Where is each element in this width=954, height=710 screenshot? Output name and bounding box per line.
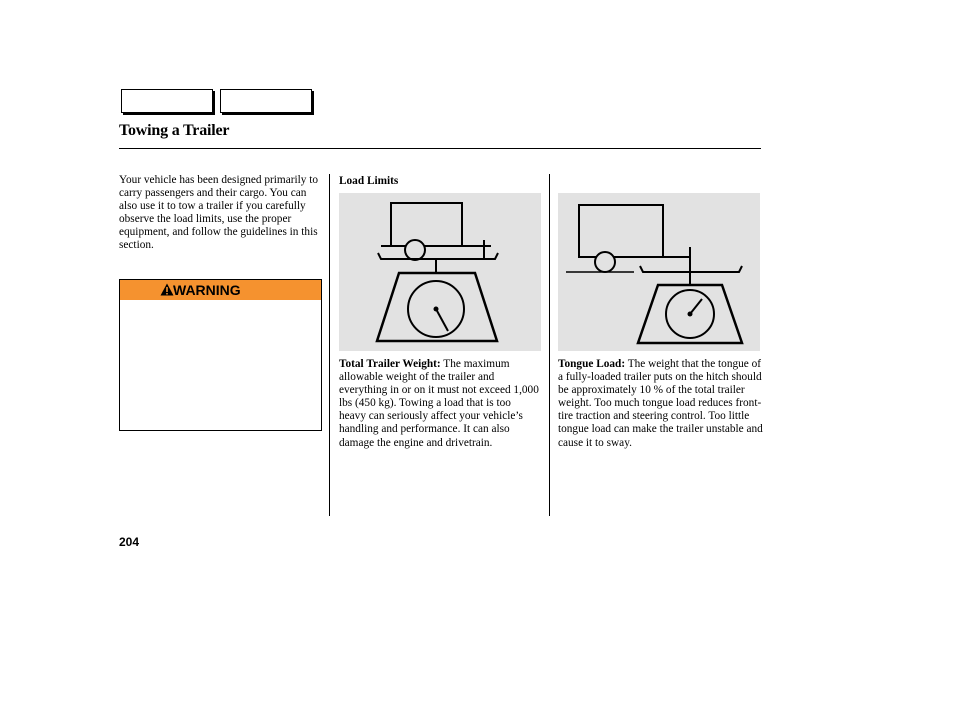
- page-number: 204: [119, 535, 140, 549]
- tongue-load-scale-illustration: [558, 193, 760, 351]
- total-trailer-weight-paragraph: [339, 358, 539, 450]
- warning-box: [119, 279, 322, 431]
- column-divider-1: [329, 174, 330, 516]
- page-title: Towing a Trailer: [119, 122, 230, 139]
- column-divider-2: [549, 174, 550, 516]
- tongue-load-text: The weight that the tongue of a fully-loaded trailer puts on the hitch should be approximately 10 % of the total trailer weight. Too much tongue load reduces front-tire traction and steering control. Too little tongue load can make the trailer unstable and cause it to sway.: [558, 358, 763, 449]
- total-trailer-weight-text: The maximum allowable weight of the trailer and everything in or on it must not exceed 1,000 lbs (450 kg). Towing a load that is too heavy can seriously affect your vehicle’s handling and performance. It can also damage the engine and drivetrain.: [339, 358, 539, 449]
- total-weight-scale-illustration: [339, 193, 541, 351]
- nav-button-previous[interactable]: [121, 89, 213, 113]
- warning-header: [120, 280, 321, 300]
- tongue-load-label: Tongue Load:: [558, 358, 626, 370]
- trailer-on-scale-icon: [339, 193, 541, 351]
- nav-button-next[interactable]: [220, 89, 312, 113]
- intro-paragraph: Your vehicle has been designed primarily to carry passengers and their cargo. You can also use it to tow a trailer if you carefully observe the load limits, use the proper equipment, and follow the guidelines in this section.: [119, 174, 319, 252]
- load-limits-heading: Load Limits: [339, 175, 399, 187]
- tongue-load-paragraph: [558, 358, 764, 450]
- tongue-on-scale-icon: [558, 193, 760, 351]
- total-trailer-weight-label: Total Trailer Weight:: [339, 358, 441, 370]
- warning-triangle-icon: [160, 283, 174, 296]
- title-divider: [119, 148, 761, 149]
- warning-label: WARNING: [173, 282, 241, 298]
